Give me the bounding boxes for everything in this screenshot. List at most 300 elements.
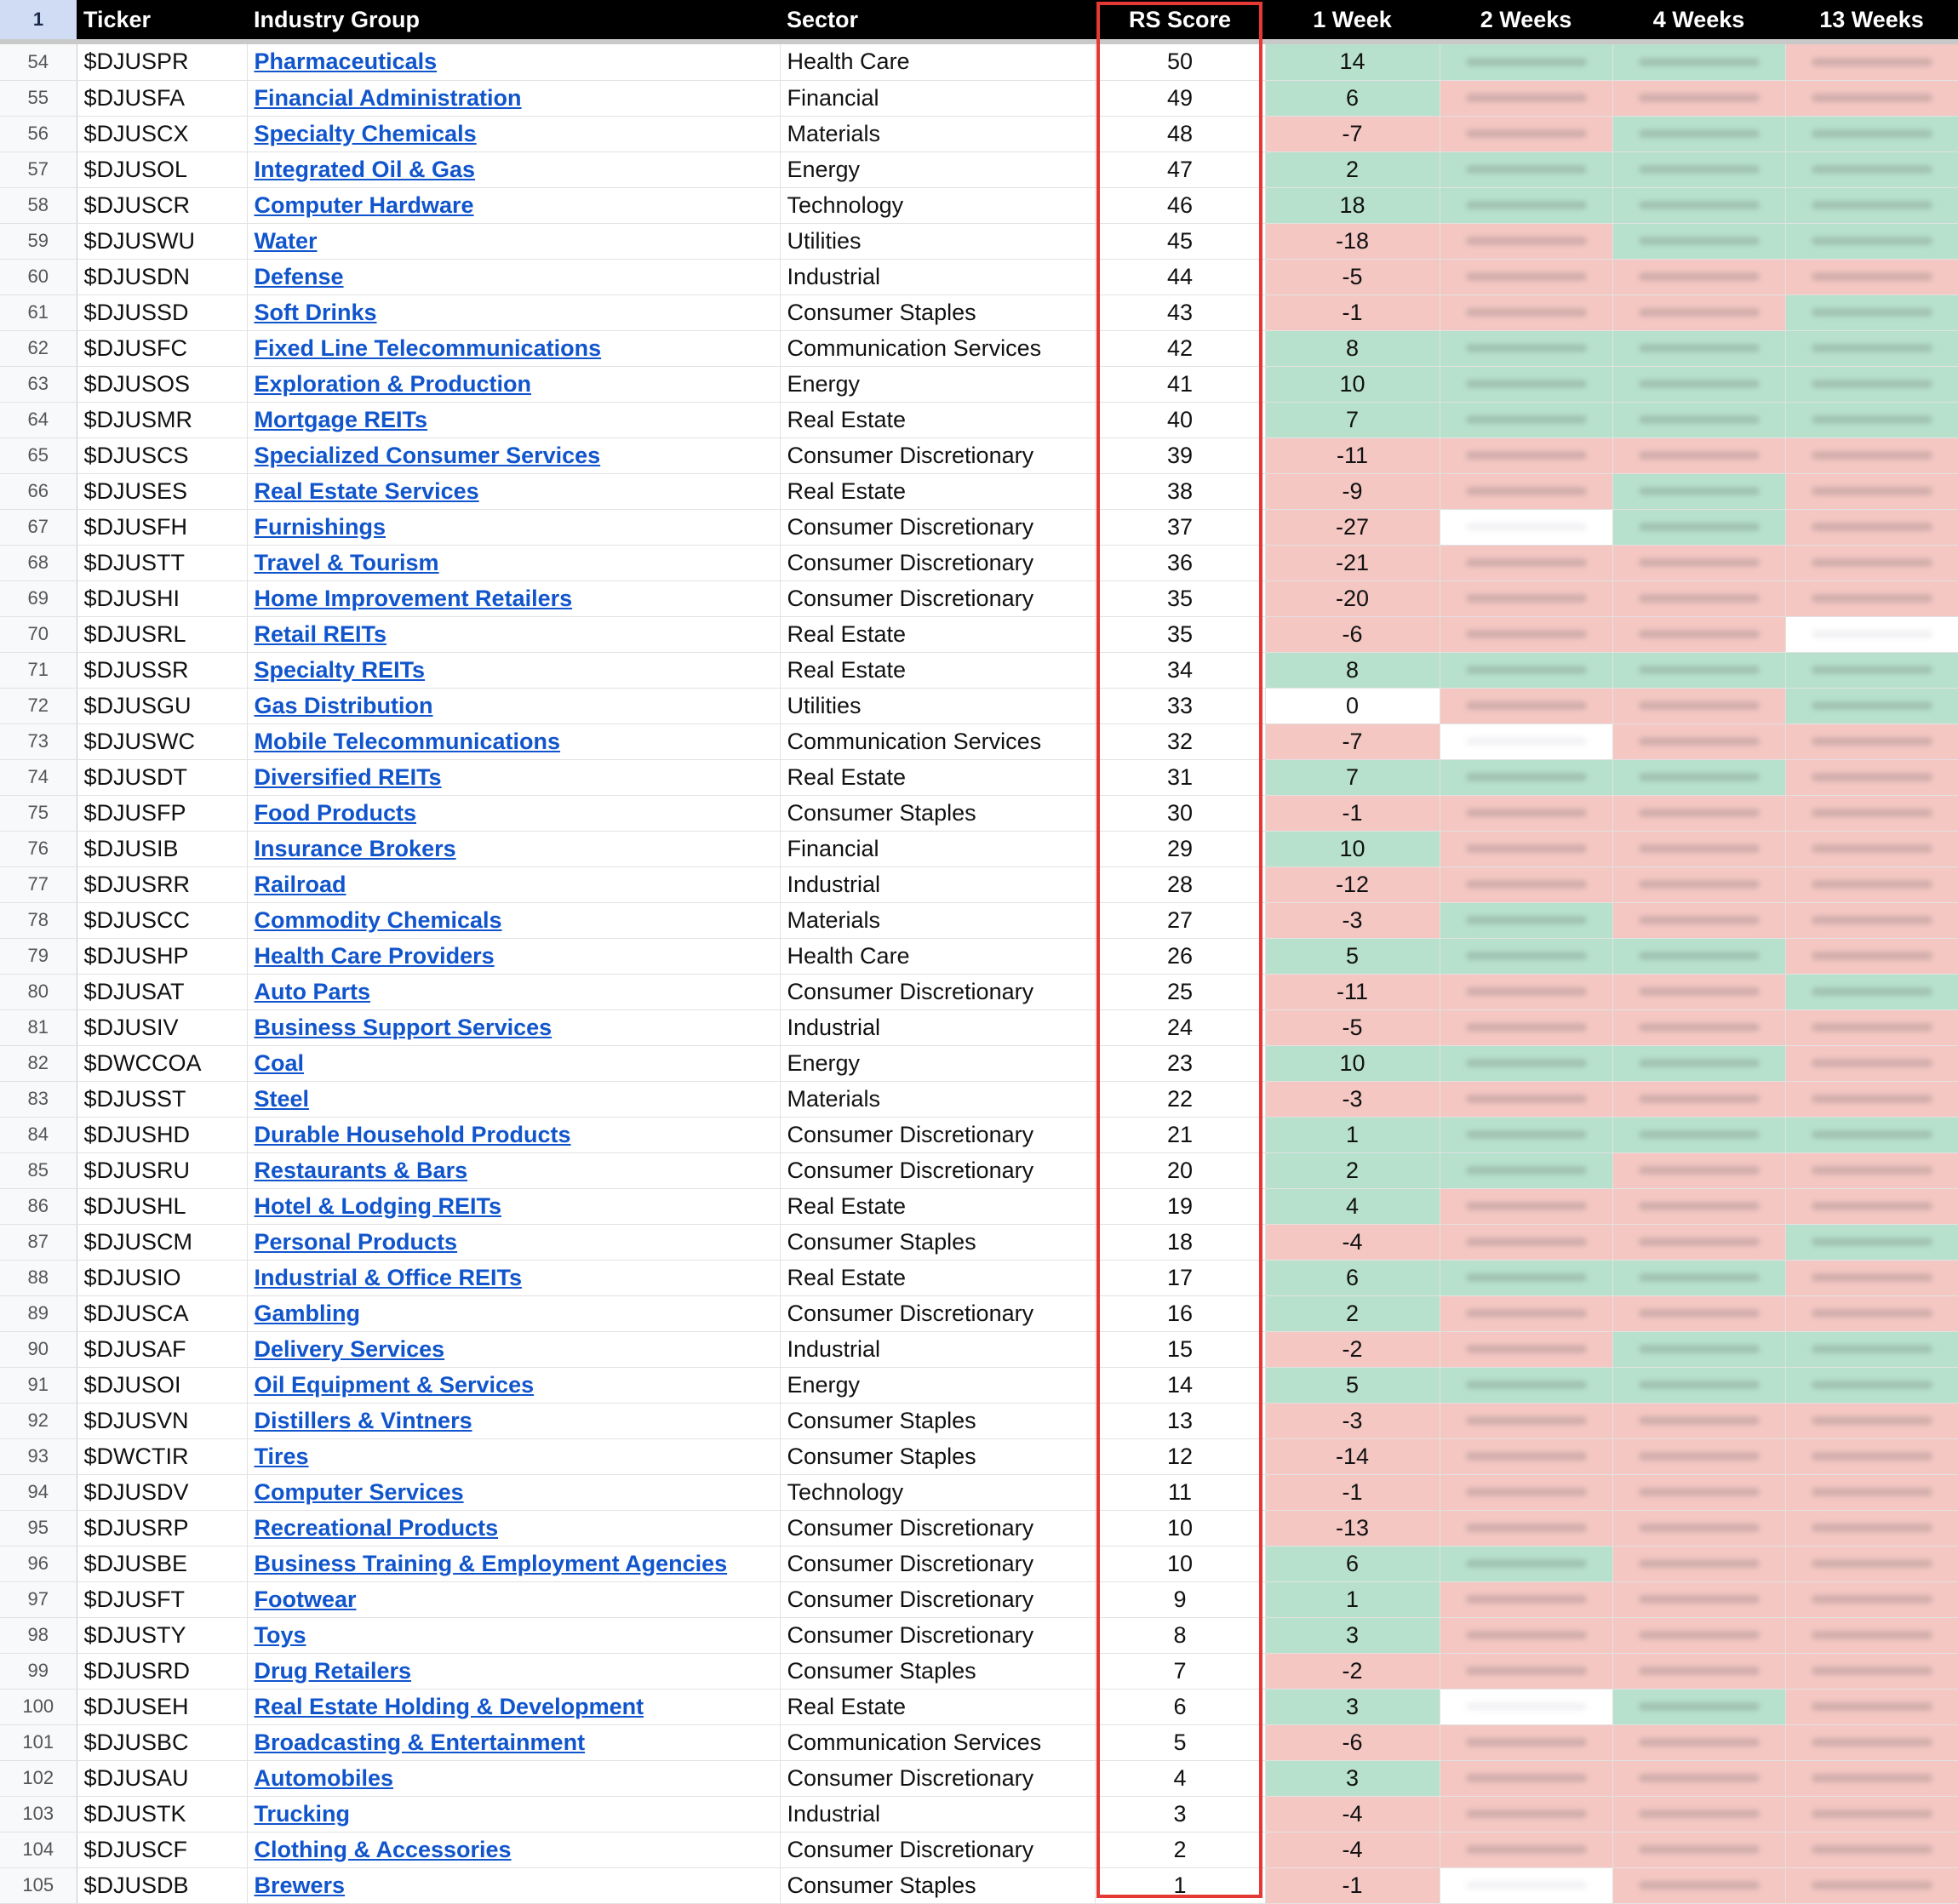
sector-cell[interactable]: Financial: [780, 831, 1095, 866]
week1-change-cell[interactable]: -6: [1265, 1724, 1440, 1760]
sector-cell[interactable]: Consumer Discretionary: [780, 1617, 1095, 1653]
industry-group-cell[interactable]: [247, 1260, 780, 1295]
week13-change-cell-redacted[interactable]: [1785, 688, 1958, 723]
rs-score-cell[interactable]: 30: [1095, 795, 1265, 831]
rs-score-cell[interactable]: 34: [1095, 652, 1265, 688]
week4-change-cell-redacted[interactable]: [1612, 152, 1785, 187]
week13-change-cell-redacted[interactable]: [1785, 1653, 1958, 1689]
industry-group-link[interactable]: Coal: [254, 1049, 305, 1076]
week4-change-cell-redacted[interactable]: [1612, 902, 1785, 938]
table-row[interactable]: [0, 116, 1958, 152]
row-number[interactable]: 72: [0, 688, 77, 723]
row-number[interactable]: 68: [0, 545, 77, 580]
week4-change-cell-redacted[interactable]: [1612, 1045, 1785, 1081]
week1-change-cell[interactable]: -14: [1265, 1438, 1440, 1474]
week13-change-cell-redacted[interactable]: [1785, 545, 1958, 580]
week1-change-cell[interactable]: -5: [1265, 1009, 1440, 1045]
ticker-cell[interactable]: $DJUSAU: [77, 1760, 247, 1796]
table-row[interactable]: [0, 437, 1958, 473]
rs-score-cell[interactable]: 41: [1095, 366, 1265, 402]
week4-change-cell-redacted[interactable]: [1612, 795, 1785, 831]
week2-change-cell-redacted[interactable]: [1440, 1581, 1612, 1617]
row-number[interactable]: 95: [0, 1510, 77, 1546]
rs-score-cell[interactable]: 9: [1095, 1581, 1265, 1617]
industry-group-link[interactable]: Automobiles: [254, 1764, 394, 1791]
rs-score-cell[interactable]: 13: [1095, 1403, 1265, 1438]
ticker-cell[interactable]: $DJUSCM: [77, 1224, 247, 1260]
row-number[interactable]: 90: [0, 1331, 77, 1367]
week4-change-cell-redacted[interactable]: [1612, 1224, 1785, 1260]
week2-change-cell-redacted[interactable]: [1440, 866, 1612, 902]
sector-cell[interactable]: Communication Services: [780, 1724, 1095, 1760]
week4-change-cell-redacted[interactable]: [1612, 1403, 1785, 1438]
week1-change-cell[interactable]: 1: [1265, 1117, 1440, 1152]
table-row[interactable]: [0, 1045, 1958, 1081]
week1-change-cell[interactable]: -4: [1265, 1224, 1440, 1260]
industry-group-cell[interactable]: [247, 1438, 780, 1474]
industry-group-cell[interactable]: [247, 545, 780, 580]
column-header-2-weeks[interactable]: 2 Weeks: [1440, 0, 1612, 39]
table-row[interactable]: [0, 974, 1958, 1009]
industry-group-cell[interactable]: [247, 44, 780, 80]
week1-change-cell[interactable]: 4: [1265, 1188, 1440, 1224]
table-row[interactable]: [0, 366, 1958, 402]
week4-change-cell-redacted[interactable]: [1612, 1689, 1785, 1724]
week1-change-cell[interactable]: 7: [1265, 402, 1440, 437]
week1-change-cell[interactable]: 3: [1265, 1689, 1440, 1724]
week2-change-cell-redacted[interactable]: [1440, 1224, 1612, 1260]
week2-change-cell-redacted[interactable]: [1440, 974, 1612, 1009]
week4-change-cell-redacted[interactable]: [1612, 688, 1785, 723]
week1-change-cell[interactable]: 6: [1265, 1546, 1440, 1581]
ticker-cell[interactable]: $DJUSCS: [77, 437, 247, 473]
industry-group-link[interactable]: Health Care Providers: [254, 942, 495, 969]
industry-group-link[interactable]: Business Training & Employment Agencies: [254, 1550, 728, 1576]
industry-group-cell[interactable]: [247, 1331, 780, 1367]
ticker-cell[interactable]: $DJUSTY: [77, 1617, 247, 1653]
sector-cell[interactable]: Communication Services: [780, 723, 1095, 759]
ticker-cell[interactable]: $DJUSBC: [77, 1724, 247, 1760]
week1-change-cell[interactable]: -5: [1265, 259, 1440, 294]
week1-change-cell[interactable]: -3: [1265, 1403, 1440, 1438]
rs-score-cell[interactable]: 43: [1095, 294, 1265, 330]
week4-change-cell-redacted[interactable]: [1612, 1796, 1785, 1832]
week13-change-cell-redacted[interactable]: [1785, 1045, 1958, 1081]
week13-change-cell-redacted[interactable]: [1785, 795, 1958, 831]
ticker-cell[interactable]: $DJUSAT: [77, 974, 247, 1009]
week4-change-cell-redacted[interactable]: [1612, 473, 1785, 509]
industry-group-link[interactable]: Business Support Services: [254, 1014, 552, 1040]
table-row[interactable]: [0, 1188, 1958, 1224]
industry-group-link[interactable]: Industrial & Office REITs: [254, 1264, 523, 1290]
row-number[interactable]: 105: [0, 1867, 77, 1903]
sector-cell[interactable]: Consumer Staples: [780, 294, 1095, 330]
week2-change-cell-redacted[interactable]: [1440, 1152, 1612, 1188]
row-number[interactable]: 54: [0, 44, 77, 80]
sector-cell[interactable]: Consumer Staples: [780, 1438, 1095, 1474]
week13-change-cell-redacted[interactable]: [1785, 1367, 1958, 1403]
week4-change-cell-redacted[interactable]: [1612, 294, 1785, 330]
table-row[interactable]: [0, 902, 1958, 938]
ticker-cell[interactable]: $DJUSES: [77, 473, 247, 509]
sector-cell[interactable]: Financial: [780, 80, 1095, 116]
week2-change-cell-redacted[interactable]: [1440, 1796, 1612, 1832]
table-row[interactable]: [0, 866, 1958, 902]
industry-group-link[interactable]: Gambling: [254, 1300, 361, 1326]
ticker-cell[interactable]: $DJUSCF: [77, 1832, 247, 1867]
week4-change-cell-redacted[interactable]: [1612, 1474, 1785, 1510]
week1-change-cell[interactable]: 0: [1265, 688, 1440, 723]
table-row[interactable]: [0, 187, 1958, 223]
table-row[interactable]: [0, 294, 1958, 330]
industry-group-cell[interactable]: [247, 259, 780, 294]
week13-change-cell-redacted[interactable]: [1785, 116, 1958, 152]
ticker-cell[interactable]: $DJUSHL: [77, 1188, 247, 1224]
industry-group-cell[interactable]: [247, 187, 780, 223]
table-row[interactable]: [0, 1081, 1958, 1117]
industry-group-cell[interactable]: [247, 1546, 780, 1581]
ticker-cell[interactable]: $DJUSWU: [77, 223, 247, 259]
column-header-ticker[interactable]: Ticker: [77, 0, 247, 39]
week2-change-cell-redacted[interactable]: [1440, 545, 1612, 580]
week2-change-cell-redacted[interactable]: [1440, 1117, 1612, 1152]
ticker-cell[interactable]: $DJUSIO: [77, 1260, 247, 1295]
week2-change-cell-redacted[interactable]: [1440, 44, 1612, 80]
industry-group-cell[interactable]: [247, 1653, 780, 1689]
week4-change-cell-redacted[interactable]: [1612, 366, 1785, 402]
week2-change-cell-redacted[interactable]: [1440, 1295, 1612, 1331]
sector-cell[interactable]: Consumer Discretionary: [780, 974, 1095, 1009]
rs-score-cell[interactable]: 35: [1095, 580, 1265, 616]
industry-group-cell[interactable]: [247, 1474, 780, 1510]
week4-change-cell-redacted[interactable]: [1612, 1260, 1785, 1295]
rs-score-cell[interactable]: 35: [1095, 616, 1265, 652]
industry-group-cell[interactable]: [247, 616, 780, 652]
sector-cell[interactable]: Real Estate: [780, 1689, 1095, 1724]
industry-group-link[interactable]: Commodity Chemicals: [254, 906, 502, 933]
row-number[interactable]: 94: [0, 1474, 77, 1510]
ticker-cell[interactable]: $DJUSOI: [77, 1367, 247, 1403]
table-row[interactable]: [0, 223, 1958, 259]
ticker-cell[interactable]: $DJUSCA: [77, 1295, 247, 1331]
week1-change-cell[interactable]: -7: [1265, 723, 1440, 759]
sector-cell[interactable]: Real Estate: [780, 652, 1095, 688]
industry-group-link[interactable]: Specialized Consumer Services: [254, 442, 601, 468]
week13-change-cell-redacted[interactable]: [1785, 1260, 1958, 1295]
week13-change-cell-redacted[interactable]: [1785, 402, 1958, 437]
sector-cell[interactable]: Energy: [780, 1045, 1095, 1081]
ticker-cell[interactable]: $DJUSTK: [77, 1796, 247, 1832]
week13-change-cell-redacted[interactable]: [1785, 1152, 1958, 1188]
week1-change-cell[interactable]: -2: [1265, 1331, 1440, 1367]
week4-change-cell-redacted[interactable]: [1612, 1867, 1785, 1903]
industry-group-cell[interactable]: [247, 688, 780, 723]
row-number[interactable]: 100: [0, 1689, 77, 1724]
ticker-cell[interactable]: $DJUSHP: [77, 938, 247, 974]
rs-score-cell[interactable]: 49: [1095, 80, 1265, 116]
week4-change-cell-redacted[interactable]: [1612, 723, 1785, 759]
table-row[interactable]: [0, 1224, 1958, 1260]
row-number[interactable]: 66: [0, 473, 77, 509]
week4-change-cell-redacted[interactable]: [1612, 1152, 1785, 1188]
ticker-cell[interactable]: $DJUSFT: [77, 1581, 247, 1617]
table-row[interactable]: [0, 330, 1958, 366]
sector-cell[interactable]: Consumer Discretionary: [780, 437, 1095, 473]
week13-change-cell-redacted[interactable]: [1785, 1546, 1958, 1581]
table-row[interactable]: [0, 1117, 1958, 1152]
table-row[interactable]: [0, 616, 1958, 652]
row-number[interactable]: 57: [0, 152, 77, 187]
week4-change-cell-redacted[interactable]: [1612, 44, 1785, 80]
week13-change-cell-redacted[interactable]: [1785, 509, 1958, 545]
ticker-cell[interactable]: $DJUSOS: [77, 366, 247, 402]
row-number[interactable]: 55: [0, 80, 77, 116]
ticker-cell[interactable]: $DJUSTT: [77, 545, 247, 580]
rs-score-cell[interactable]: 1: [1095, 1867, 1265, 1903]
week13-change-cell-redacted[interactable]: [1785, 1438, 1958, 1474]
industry-group-cell[interactable]: [247, 1867, 780, 1903]
table-row[interactable]: [0, 402, 1958, 437]
industry-group-link[interactable]: Insurance Brokers: [254, 835, 456, 861]
industry-group-cell[interactable]: [247, 1009, 780, 1045]
rs-score-cell[interactable]: 37: [1095, 509, 1265, 545]
row-number[interactable]: 64: [0, 402, 77, 437]
week1-change-cell[interactable]: 6: [1265, 1260, 1440, 1295]
week2-change-cell-redacted[interactable]: [1440, 1617, 1612, 1653]
rs-score-cell[interactable]: 5: [1095, 1724, 1265, 1760]
rs-score-cell[interactable]: 7: [1095, 1653, 1265, 1689]
industry-group-link[interactable]: Specialty Chemicals: [254, 120, 477, 146]
week13-change-cell-redacted[interactable]: [1785, 1081, 1958, 1117]
rs-score-cell[interactable]: 20: [1095, 1152, 1265, 1188]
rs-score-cell[interactable]: 39: [1095, 437, 1265, 473]
week13-change-cell-redacted[interactable]: [1785, 1581, 1958, 1617]
row-number[interactable]: 65: [0, 437, 77, 473]
rs-score-cell[interactable]: 28: [1095, 866, 1265, 902]
sector-cell[interactable]: Real Estate: [780, 473, 1095, 509]
industry-group-cell[interactable]: [247, 294, 780, 330]
week1-change-cell[interactable]: 1: [1265, 1581, 1440, 1617]
week1-change-cell[interactable]: -20: [1265, 580, 1440, 616]
rs-score-cell[interactable]: 22: [1095, 1081, 1265, 1117]
week13-change-cell-redacted[interactable]: [1785, 437, 1958, 473]
industry-group-link[interactable]: Travel & Tourism: [254, 549, 439, 575]
industry-group-link[interactable]: Integrated Oil & Gas: [254, 156, 476, 182]
week1-change-cell[interactable]: -18: [1265, 223, 1440, 259]
week1-change-cell[interactable]: -2: [1265, 1653, 1440, 1689]
week4-change-cell-redacted[interactable]: [1612, 1295, 1785, 1331]
sector-cell[interactable]: Industrial: [780, 1009, 1095, 1045]
rs-score-cell[interactable]: 27: [1095, 902, 1265, 938]
row-number[interactable]: 96: [0, 1546, 77, 1581]
row-number[interactable]: 78: [0, 902, 77, 938]
row-number[interactable]: 76: [0, 831, 77, 866]
ticker-cell[interactable]: $DJUSBE: [77, 1546, 247, 1581]
industry-group-cell[interactable]: [247, 1188, 780, 1224]
row-number[interactable]: 61: [0, 294, 77, 330]
industry-group-link[interactable]: Water: [254, 227, 318, 254]
week2-change-cell-redacted[interactable]: [1440, 1474, 1612, 1510]
rs-score-cell[interactable]: 38: [1095, 473, 1265, 509]
industry-group-link[interactable]: Soft Drinks: [254, 299, 377, 325]
industry-group-link[interactable]: Oil Equipment & Services: [254, 1371, 535, 1398]
week4-change-cell-redacted[interactable]: [1612, 652, 1785, 688]
rs-score-cell[interactable]: 36: [1095, 545, 1265, 580]
sector-cell[interactable]: Industrial: [780, 866, 1095, 902]
week2-change-cell-redacted[interactable]: [1440, 437, 1612, 473]
sector-cell[interactable]: Materials: [780, 902, 1095, 938]
industry-group-cell[interactable]: [247, 473, 780, 509]
table-row[interactable]: [0, 1367, 1958, 1403]
industry-group-link[interactable]: Fixed Line Telecommunications: [254, 334, 602, 361]
industry-group-cell[interactable]: [247, 1045, 780, 1081]
ticker-cell[interactable]: $DJUSRD: [77, 1653, 247, 1689]
week2-change-cell-redacted[interactable]: [1440, 902, 1612, 938]
week4-change-cell-redacted[interactable]: [1612, 938, 1785, 974]
week13-change-cell-redacted[interactable]: [1785, 223, 1958, 259]
industry-group-link[interactable]: Exploration & Production: [254, 370, 532, 397]
week13-change-cell-redacted[interactable]: [1785, 294, 1958, 330]
week1-change-cell[interactable]: 10: [1265, 831, 1440, 866]
week13-change-cell-redacted[interactable]: [1785, 1832, 1958, 1867]
table-row[interactable]: [0, 1403, 1958, 1438]
industry-group-cell[interactable]: [247, 1689, 780, 1724]
table-row[interactable]: [0, 473, 1958, 509]
week1-change-cell[interactable]: -3: [1265, 902, 1440, 938]
week4-change-cell-redacted[interactable]: [1612, 1832, 1785, 1867]
week4-change-cell-redacted[interactable]: [1612, 1724, 1785, 1760]
industry-group-link[interactable]: Food Products: [254, 799, 416, 826]
ticker-cell[interactable]: $DJUSCR: [77, 187, 247, 223]
rs-score-cell[interactable]: 25: [1095, 974, 1265, 1009]
ticker-cell[interactable]: $DJUSRP: [77, 1510, 247, 1546]
row-number[interactable]: 97: [0, 1581, 77, 1617]
week2-change-cell-redacted[interactable]: [1440, 1403, 1612, 1438]
industry-group-link[interactable]: Specialty REITs: [254, 656, 426, 683]
industry-group-link[interactable]: Trucking: [254, 1800, 351, 1827]
rs-score-cell[interactable]: 45: [1095, 223, 1265, 259]
industry-group-link[interactable]: Defense: [254, 263, 344, 289]
week13-change-cell-redacted[interactable]: [1785, 152, 1958, 187]
industry-group-link[interactable]: Computer Hardware: [254, 192, 474, 218]
industry-group-cell[interactable]: [247, 1081, 780, 1117]
industry-group-link[interactable]: Distillers & Vintners: [254, 1407, 472, 1433]
week4-change-cell-redacted[interactable]: [1612, 1081, 1785, 1117]
rs-score-cell[interactable]: 2: [1095, 1832, 1265, 1867]
industry-group-cell[interactable]: [247, 1224, 780, 1260]
week1-change-cell[interactable]: -4: [1265, 1796, 1440, 1832]
row-number[interactable]: 102: [0, 1760, 77, 1796]
week1-change-cell[interactable]: -6: [1265, 616, 1440, 652]
sector-cell[interactable]: Energy: [780, 366, 1095, 402]
week1-change-cell[interactable]: 2: [1265, 1295, 1440, 1331]
week4-change-cell-redacted[interactable]: [1612, 759, 1785, 795]
table-row[interactable]: [0, 1009, 1958, 1045]
industry-group-link[interactable]: Retail REITs: [254, 620, 387, 647]
row-number[interactable]: 92: [0, 1403, 77, 1438]
table-row[interactable]: [0, 1581, 1958, 1617]
industry-group-cell[interactable]: [247, 723, 780, 759]
industry-group-cell[interactable]: [247, 1295, 780, 1331]
row-number[interactable]: 74: [0, 759, 77, 795]
week13-change-cell-redacted[interactable]: [1785, 974, 1958, 1009]
row-number[interactable]: 98: [0, 1617, 77, 1653]
week1-change-cell[interactable]: -11: [1265, 437, 1440, 473]
week13-change-cell-redacted[interactable]: [1785, 1796, 1958, 1832]
industry-group-link[interactable]: Recreational Products: [254, 1514, 499, 1541]
week1-change-cell[interactable]: -13: [1265, 1510, 1440, 1546]
row-number[interactable]: 103: [0, 1796, 77, 1832]
week2-change-cell-redacted[interactable]: [1440, 759, 1612, 795]
row-number[interactable]: 99: [0, 1653, 77, 1689]
week2-change-cell-redacted[interactable]: [1440, 1760, 1612, 1796]
table-row[interactable]: [0, 545, 1958, 580]
rs-score-cell[interactable]: 6: [1095, 1689, 1265, 1724]
week4-change-cell-redacted[interactable]: [1612, 437, 1785, 473]
week13-change-cell-redacted[interactable]: [1785, 652, 1958, 688]
row-number[interactable]: 71: [0, 652, 77, 688]
week2-change-cell-redacted[interactable]: [1440, 116, 1612, 152]
sector-cell[interactable]: Energy: [780, 152, 1095, 187]
ticker-cell[interactable]: $DJUSDT: [77, 759, 247, 795]
week2-change-cell-redacted[interactable]: [1440, 688, 1612, 723]
row-number-header[interactable]: 1: [0, 0, 77, 39]
week13-change-cell-redacted[interactable]: [1785, 1510, 1958, 1546]
sector-cell[interactable]: Health Care: [780, 44, 1095, 80]
table-row[interactable]: [0, 1260, 1958, 1295]
table-row[interactable]: [0, 1867, 1958, 1903]
week1-change-cell[interactable]: -3: [1265, 1081, 1440, 1117]
week4-change-cell-redacted[interactable]: [1612, 1438, 1785, 1474]
row-number[interactable]: 63: [0, 366, 77, 402]
week4-change-cell-redacted[interactable]: [1612, 1581, 1785, 1617]
rs-score-cell[interactable]: 19: [1095, 1188, 1265, 1224]
industry-group-cell[interactable]: [247, 759, 780, 795]
sector-cell[interactable]: Consumer Discretionary: [780, 1760, 1095, 1796]
table-row[interactable]: [0, 795, 1958, 831]
ticker-cell[interactable]: $DJUSSD: [77, 294, 247, 330]
industry-group-link[interactable]: Diversified REITs: [254, 763, 442, 790]
sector-cell[interactable]: Real Estate: [780, 759, 1095, 795]
industry-group-link[interactable]: Toys: [254, 1621, 306, 1648]
week1-change-cell[interactable]: 8: [1265, 330, 1440, 366]
week13-change-cell-redacted[interactable]: [1785, 187, 1958, 223]
week2-change-cell-redacted[interactable]: [1440, 1546, 1612, 1581]
ticker-cell[interactable]: $DJUSCC: [77, 902, 247, 938]
sector-cell[interactable]: Real Estate: [780, 1188, 1095, 1224]
row-number[interactable]: 81: [0, 1009, 77, 1045]
week4-change-cell-redacted[interactable]: [1612, 974, 1785, 1009]
ticker-cell[interactable]: $DJUSAF: [77, 1331, 247, 1367]
week2-change-cell-redacted[interactable]: [1440, 402, 1612, 437]
ticker-cell[interactable]: $DJUSDB: [77, 1867, 247, 1903]
week1-change-cell[interactable]: -27: [1265, 509, 1440, 545]
table-row[interactable]: [0, 80, 1958, 116]
week2-change-cell-redacted[interactable]: [1440, 616, 1612, 652]
sector-cell[interactable]: Consumer Discretionary: [780, 1581, 1095, 1617]
industry-group-link[interactable]: Railroad: [254, 871, 346, 897]
rs-score-cell[interactable]: 15: [1095, 1331, 1265, 1367]
week13-change-cell-redacted[interactable]: [1785, 1760, 1958, 1796]
week4-change-cell-redacted[interactable]: [1612, 80, 1785, 116]
rs-score-cell[interactable]: 31: [1095, 759, 1265, 795]
week13-change-cell-redacted[interactable]: [1785, 80, 1958, 116]
industry-group-cell[interactable]: [247, 866, 780, 902]
sector-cell[interactable]: Consumer Discretionary: [780, 1117, 1095, 1152]
table-row[interactable]: [0, 759, 1958, 795]
week1-change-cell[interactable]: -1: [1265, 1867, 1440, 1903]
sector-cell[interactable]: Consumer Discretionary: [780, 1295, 1095, 1331]
